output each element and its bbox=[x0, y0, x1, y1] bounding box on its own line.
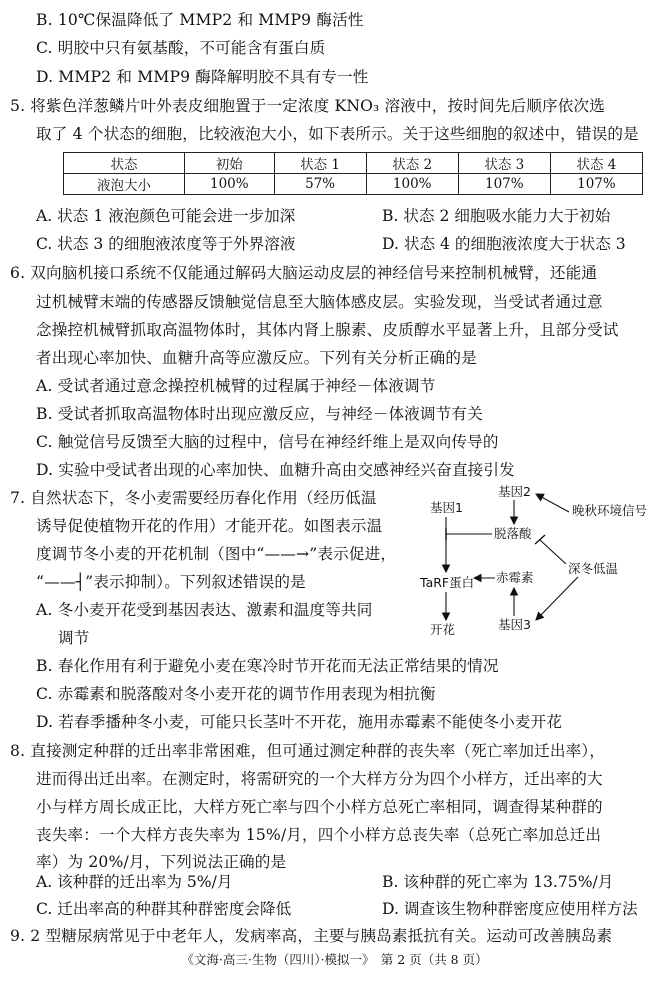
arrow-cold-to-gene3 bbox=[536, 577, 578, 620]
q6-option-a: A. 受试者通过意念操控机械臂的过程属于神经－体液调节 bbox=[36, 377, 436, 395]
table-row bbox=[64, 174, 643, 195]
q8-option-d: D. 调查该生物种群密度应使用样方法 bbox=[382, 900, 638, 918]
q7-option-a-line1: A. 冬小麦开花受到基因表达、激素和温度等共同 bbox=[36, 601, 373, 619]
q9-stem-line1: 9. 2 型糖尿病常见于中老年人，发病率高，主要与胰岛素抵抗有关。运动可改善胰岛素 bbox=[10, 927, 613, 945]
q8-stem-line1: 8. 直接测定种群的迁出率非常困难，但可通过测定种群的丧失率（死亡率加迁出率）， bbox=[10, 742, 606, 760]
q8-option-c: C. 迁出率高的种群其种群密度会降低 bbox=[36, 900, 292, 918]
q6-stem-line2: 过机械臂末端的传感器反馈触觉信息至大脑体感皮层。实验发现，当受试者通过意 bbox=[36, 293, 603, 311]
q8-option-b: B. 该种群的死亡率为 13.75%/月 bbox=[382, 873, 614, 891]
table-header-cell: 状态 1 bbox=[274, 153, 366, 174]
q5-stem-line1: 5. 将紫色洋葱鳞片叶外表皮细胞置于一定浓度 KNO₃ 溶液中，按时间先后顺序依次选 bbox=[10, 97, 605, 115]
table-cell: 107% bbox=[458, 174, 550, 195]
table-header-cell: 状态 4 bbox=[550, 153, 642, 174]
inhibit-cold-to-aba bbox=[540, 540, 566, 564]
q5-option-b: B. 状态 2 细胞吸水能力大于初始 bbox=[382, 207, 611, 225]
gibberellin-label: 赤霉素 bbox=[496, 570, 534, 585]
q4-option-b: B. 10℃保温降低了 MMP2 和 MMP9 酶活性 bbox=[36, 11, 364, 29]
q4-option-c: C. 明胶中只有氨基酸，不可能含有蛋白质 bbox=[36, 39, 326, 57]
q7-option-d: D. 若春季播种冬小麦，可能只长茎叶不开花，施用赤霉素不能使冬小麦开花 bbox=[36, 713, 563, 731]
q5-option-a: A. 状态 1 液泡颜色可能会进一步加深 bbox=[36, 207, 296, 225]
table-cell: 100% bbox=[366, 174, 458, 195]
tarf-protein-label: TaRF蛋白 bbox=[420, 575, 475, 590]
gene2-label: 基因2 bbox=[498, 484, 531, 499]
arrow-autumn-to-gene2 bbox=[536, 494, 569, 512]
q7-option-a-line2: 调节 bbox=[58, 629, 90, 647]
q7-option-c: C. 赤霉素和脱落酸对冬小麦开花的调节作用表现为相抗衡 bbox=[36, 685, 436, 703]
q6-stem-line1: 6. 双向脑机接口系统不仅能通过解码大脑运动皮层的神经信号来控制机械臂，还能通 bbox=[10, 264, 598, 282]
table-cell: 107% bbox=[550, 174, 642, 195]
table-cell: 57% bbox=[274, 174, 366, 195]
q6-option-c: C. 触觉信号反馈至大脑的过程中，信号在神经纤维上是双向传导的 bbox=[36, 433, 499, 451]
flowering-label: 开花 bbox=[430, 622, 456, 637]
table-header-cell: 状态 2 bbox=[366, 153, 458, 174]
page-footer: 《文海·高三·生物（四川）·模拟一》 第 2 页（共 8 页） bbox=[181, 952, 488, 967]
table-header-row bbox=[64, 153, 643, 174]
table-cell: 液泡大小 bbox=[64, 174, 185, 195]
q7-stem-line2: 诱导促使植物开花的作用）才能开花。如图表示温 bbox=[36, 517, 383, 535]
q5-option-c: C. 状态 3 的细胞液浓度等于外界溶液 bbox=[36, 235, 296, 253]
q6-stem-line3: 念操控机械臂抓取高温物体时，其体内肾上腺素、皮质醇水平显著上升，且部分受试 bbox=[36, 321, 619, 339]
q7-stem-line4: “——┤”表示抑制）。下列叙述错误的是 bbox=[36, 573, 306, 591]
aba-label: 脱落酸 bbox=[494, 526, 532, 541]
q4-option-d: D. MMP2 和 MMP9 酶降解明胶不具有专一性 bbox=[36, 68, 369, 86]
gene1-label: 基因1 bbox=[430, 500, 463, 515]
q6-option-b: B. 受试者抓取高温物体时出现应激反应，与神经－体液调节有关 bbox=[36, 405, 483, 423]
q7-option-b: B. 春化作用有利于避免小麦在寒冷时节开花而无法正常结果的情况 bbox=[36, 657, 499, 675]
q8-stem-line4: 丧失率：一个大样方丧失率为 15%/月，四个小样方总丧失率（总死亡率加总迁出 bbox=[36, 826, 602, 844]
vacuole-size-table bbox=[63, 152, 643, 195]
table-cell: 100% bbox=[185, 174, 274, 195]
q7-stem-line1: 7. 自然状态下，冬小麦需要经历春化作用（经历低温 bbox=[10, 489, 377, 507]
q7-stem-line3: 度调节冬小麦的开花机制（图中“——→”表示促进， bbox=[36, 545, 397, 563]
deep-winter-cold-label: 深冬低温 bbox=[568, 561, 619, 576]
autumn-signal-label: 晚秋环境信号 bbox=[572, 503, 648, 518]
table-header-cell: 状态 3 bbox=[458, 153, 550, 174]
table-header-cell: 初始 bbox=[185, 153, 274, 174]
gene3-label: 基因3 bbox=[498, 617, 531, 632]
q6-stem-line4: 者出现心率加快、血糖升高等应激反应。下列有关分析正确的是 bbox=[36, 349, 477, 367]
q8-stem-line2: 进而得出迁出率。在测定时，将需研究的一个大样方分为四个小样方，迁出率的大 bbox=[36, 770, 603, 788]
q8-stem-line3: 小与样方周长成正比，大样方死亡率与四个小样方总死亡率相同，调查得某种群的 bbox=[36, 798, 603, 816]
q6-option-d: D. 实验中受试者出现的心率加快、血糖升高由交感神经兴奋直接引发 bbox=[36, 461, 515, 479]
q5-stem-line2: 取了 4 个状态的细胞，比较液泡大小，如下表所示。关于这些细胞的叙述中，错误的是 bbox=[36, 125, 639, 143]
q8-stem-line5: 率）为 20%/月，下列说法正确的是 bbox=[36, 853, 287, 871]
q8-option-a: A. 该种群的迁出率为 5%/月 bbox=[36, 873, 233, 891]
q5-option-d: D. 状态 4 的细胞液浓度大于状态 3 bbox=[382, 235, 626, 253]
flowering-mechanism-diagram bbox=[418, 484, 663, 644]
table-header-cell: 状态 bbox=[64, 153, 185, 174]
